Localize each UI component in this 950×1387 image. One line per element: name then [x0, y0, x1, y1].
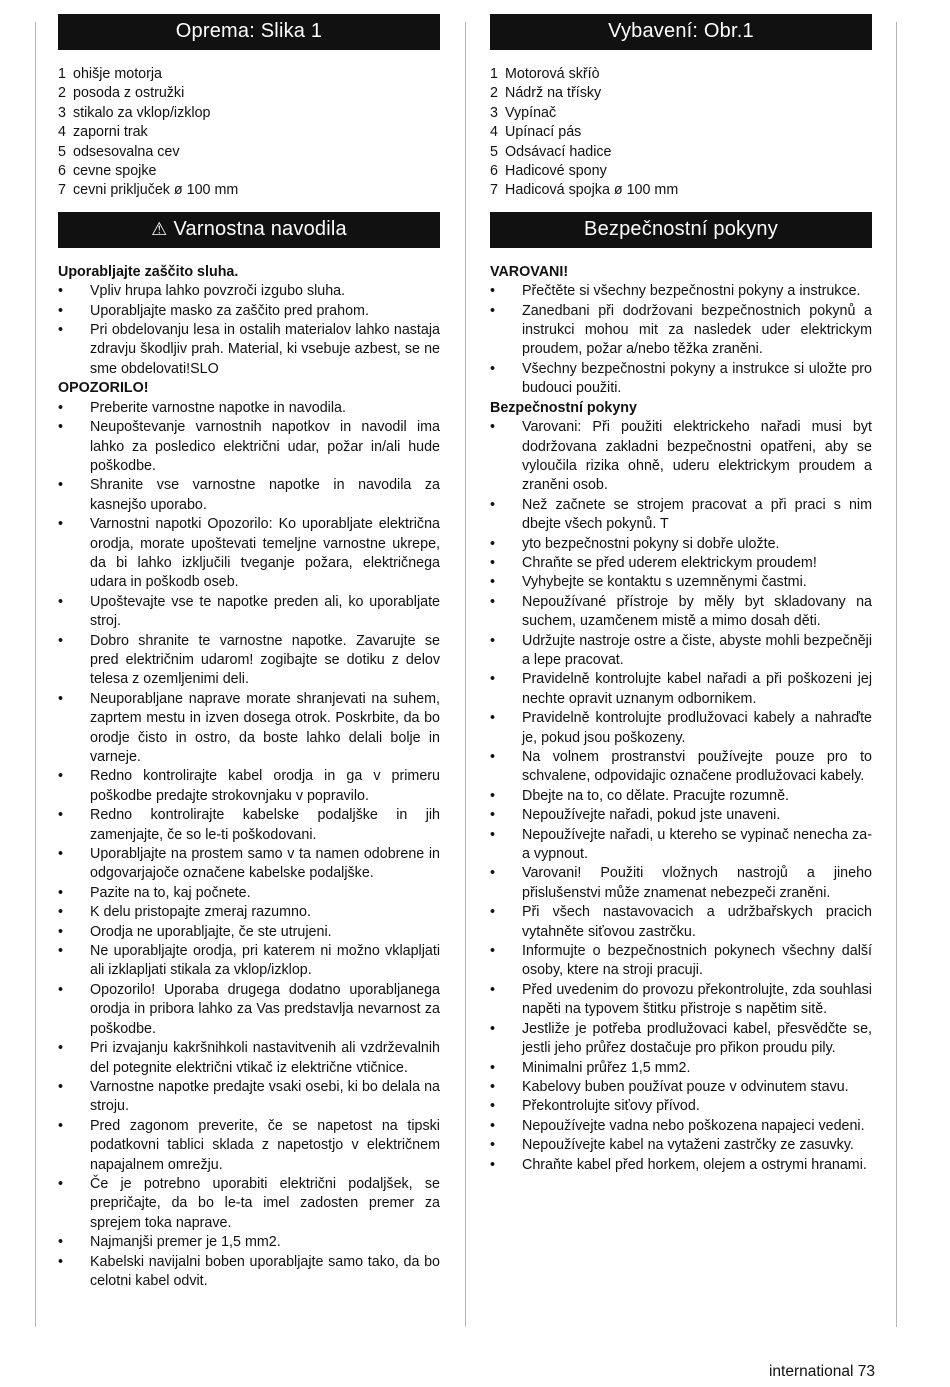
- bullet-text: Pred zagonom preverite, če se napetost na tipski podatkovni tablici sklada z napetostjo v električnem napajalnem omrežju.: [90, 1117, 440, 1173]
- bullet-text: K delu pristopajte zmeraj razumno.: [90, 904, 311, 921]
- equipment-item: [490, 143, 872, 162]
- bullet-item: [490, 360, 872, 399]
- bullet-item: [58, 302, 440, 321]
- bullet-item: [58, 942, 440, 981]
- equipment-label: cevni priključek ø 100 mm: [73, 182, 239, 199]
- bullet-icon: •: [58, 923, 64, 940]
- equipment-heading: [490, 14, 872, 50]
- bullet-item: [58, 903, 440, 922]
- bullet-text: Než začnete se strojem pracovat a při praci s nim dbejte všech pokynů. T: [522, 496, 872, 533]
- bullet-item: [58, 1117, 440, 1175]
- bullet-text: Nepoužívejte nařadi, u ktereho se vypinač nenecha za- a vypnout.: [522, 826, 872, 863]
- equipment-item: [58, 143, 440, 162]
- bullet-item: [58, 476, 440, 515]
- bullet-item: [490, 864, 872, 903]
- bullet-item: [490, 535, 872, 554]
- bullet-item: [490, 1156, 872, 1175]
- bullet-item: [58, 632, 440, 690]
- bullet-text: Pazite na to, kaj počnete.: [90, 884, 251, 901]
- bullet-text: Přečtěte si všechny bezpečnostni pokyny a instrukce.: [522, 283, 861, 300]
- bullet-text: Všechny bezpečnostni pokyny a instrukce si uložte pro budouci použiti.: [522, 360, 872, 397]
- equipment-number: 6: [490, 163, 498, 180]
- bullet-icon: •: [58, 283, 64, 300]
- page-footer: [769, 1362, 875, 1381]
- bullet-text: Udržujte nastroje ostre a čiste, abyste mohli bezpečněji a lepe pracovat.: [522, 632, 872, 668]
- bullet-icon: •: [490, 302, 496, 319]
- bullet-icon: •: [58, 846, 64, 863]
- bullet-icon: •: [490, 419, 496, 436]
- equipment-item: [490, 123, 872, 142]
- bullet-icon: •: [58, 419, 64, 436]
- bullet-item: [490, 1117, 872, 1136]
- bullet-icon: •: [58, 1040, 64, 1057]
- bullet-icon: •: [490, 535, 496, 552]
- bullet-icon: •: [58, 399, 64, 416]
- bullet-text: Varnostne napotke predajte vsaki osebi, ki bo delala na stroju.: [90, 1078, 440, 1115]
- bullet-text: Na volnem prostranstvi používejte pouze pro to schvalene, odpovidajic označene prodlužovaci kabely.: [522, 749, 872, 785]
- bullet-item: [58, 1175, 440, 1233]
- equipment-number: 4: [58, 124, 66, 141]
- bullet-item: [490, 496, 872, 535]
- equipment-label: Odsávací hadice: [505, 143, 612, 160]
- equipment-label: posoda z ostružki: [73, 85, 185, 102]
- bullet-text: Redno kontrolirajte kabel orodja in ga v primeru poškodbe predajte strokovnjaku v popravilo.: [90, 768, 440, 804]
- bullet-text: Kabelovy buben používat pouze v odvinutem stavu.: [522, 1078, 849, 1095]
- bullet-item: [58, 981, 440, 1039]
- bullet-icon: •: [490, 749, 496, 765]
- bullet-icon: •: [490, 826, 496, 843]
- bullet-item: [58, 806, 440, 845]
- bullet-text: Nepoužívané přístroje by měly byt skladovany na suchem, uzamčenem mistě a mimo dosah děti.: [522, 593, 872, 630]
- bullet-list: [58, 399, 440, 1292]
- bullet-icon: •: [58, 884, 64, 901]
- bullet-icon: •: [490, 865, 496, 882]
- bullet-item: [490, 903, 872, 942]
- bullet-icon: •: [58, 632, 64, 649]
- equipment-label: Vypínač: [505, 104, 557, 121]
- bullet-icon: •: [58, 904, 64, 921]
- equipment-number: 3: [58, 104, 66, 121]
- bullet-item: [490, 806, 872, 825]
- bullet-icon: •: [58, 302, 64, 319]
- bullet-text: Varnostni napotki Opozorilo: Ko uporabljate električna orodja, morate upoštevati temeljne varnostne ukrepe, da bi lahko izključili tveganje požara, električnega udara in poškodb oseb.: [90, 516, 440, 591]
- bullet-text: Neupoštevanje varnostnih napotkov in navodil ima lahko za posledico električni udar, požar in/ali hude poškodbe.: [90, 419, 440, 474]
- bullet-item: [58, 1078, 440, 1117]
- bullet-text: Jestliže je potřeba prodlužovaci kabel, přesvědčte se, jestli jeho průřez dostačuje pro přikon proudu pily.: [522, 1020, 872, 1057]
- bullet-text: Varovani! Použiti vložnych nastrojů a jineho přislušenstvi může znamenat nebezpeči zraněni.: [522, 865, 872, 901]
- bullet-text: Opozorilo! Uporaba drugega dodatno uporabljanega orodja in pribora lahko za Vas predstavlja nevarnost za poškodbe.: [90, 981, 440, 1037]
- equipment-list: [490, 65, 872, 201]
- equipment-label: Motorová skříò: [505, 66, 600, 82]
- equipment-number: 3: [490, 104, 498, 121]
- bullet-text: Upoštevajte vse te napotke preden ali, ko uporabljate stroj.: [90, 593, 440, 630]
- bullet-text: Varovani: Při použiti elektrickeho nařadi musi byt dodržovana zakladni bezpečnostni opatřeni, aby se vyloučila rizika ohně, uderu elektrickym proudem a zraněni osob.: [522, 419, 872, 494]
- equipment-item: [58, 181, 440, 200]
- footer-label: international: [768, 1363, 854, 1380]
- bullet-text: Nepoužívejte kabel na vytaženi zastrčky ze zasuvky.: [522, 1137, 854, 1154]
- bullet-icon: •: [490, 904, 496, 921]
- bullet-icon: •: [490, 1137, 496, 1154]
- bullet-icon: •: [490, 496, 496, 513]
- bullet-item: [58, 690, 440, 768]
- bullet-item: [58, 767, 440, 806]
- bullet-text: Před uvedenim do provozu překontrolujte, zda souhlasi napěti na typovem štitku přistroje s napětim sitě.: [522, 981, 872, 1018]
- warning-triangle-icon: ⚠: [151, 219, 168, 240]
- bullet-icon: •: [490, 1098, 496, 1115]
- bullet-text: Nepoužívejte vadna nebo poškozena napajeci vedeni.: [522, 1117, 865, 1134]
- bullet-item: [58, 515, 440, 593]
- bullet-text: Pri obdelovanju lesa in ostalih materialov lahko nastaja zdravju škodljiv prah. Material, ki vsebuje azbest, se ne sme obdelovati!SLO: [90, 322, 440, 377]
- bullet-text: Uporabljajte na prostem samo v ta namen odobrene in odgovarjajoče označene kabelske podaljške.: [90, 846, 440, 882]
- equipment-number: 7: [490, 182, 498, 199]
- bullet-item: [490, 632, 872, 671]
- bullet-text: yto bezpečnostni pokyny si dobře uložte.: [522, 535, 780, 552]
- bullet-text: Chraňte se před uderem elektrickym proudem!: [522, 554, 817, 571]
- equipment-number: 1: [58, 66, 66, 82]
- equipment-label: ohišje motorja: [73, 66, 162, 82]
- bullet-list: [490, 282, 872, 398]
- bullet-item: [490, 593, 872, 632]
- bullet-icon: •: [490, 981, 496, 998]
- safety-heading-text: Varnostna navodila: [173, 218, 347, 241]
- equipment-number: 5: [58, 143, 66, 160]
- equipment-label: Hadicová spojka ø 100 mm: [505, 182, 679, 199]
- bullet-icon: •: [490, 574, 496, 591]
- bullet-icon: •: [490, 807, 496, 824]
- equipment-number: 4: [490, 124, 498, 141]
- safety-heading-text: Bezpečnostní pokyny: [584, 218, 778, 241]
- bullet-text: Shranite vse varnostne napotke in navodila za kasnejšo uporabo.: [90, 477, 440, 513]
- equipment-label: Hadicové spony: [505, 163, 607, 180]
- bullet-item: [490, 787, 872, 806]
- equipment-heading-text: Oprema: Slika 1: [175, 20, 323, 43]
- equipment-number: 5: [490, 143, 498, 160]
- bullet-icon: •: [490, 554, 496, 571]
- bullet-text: Če je potrebno uporabiti električni podaljšek, se prepričajte, da bo le-ta imel zadosten premer za sprejem toka naprave.: [90, 1175, 440, 1231]
- bullet-text: Ne uporabljajte orodja, pri katerem ni možno vklapljati ali izklapljati stikala za vklop/izklop.: [90, 943, 440, 979]
- bullet-text: Chraňte kabel před horkem, olejem a ostrymi hranami.: [522, 1156, 867, 1173]
- equipment-item: [490, 65, 872, 84]
- bullet-text: Informujte o bezpečnostnich pokynech všechny další osoby, ktere na stroji pracuji.: [522, 943, 872, 979]
- bullet-item: [58, 282, 440, 301]
- bullet-item: [490, 1097, 872, 1116]
- equipment-number: 1: [490, 66, 498, 82]
- equipment-item: [58, 123, 440, 142]
- bullet-item: [490, 1059, 872, 1078]
- equipment-label: stikalo za vklop/izklop: [73, 104, 211, 121]
- bullet-icon: •: [58, 1175, 64, 1192]
- bullet-icon: •: [58, 516, 64, 533]
- bullet-text: Pri izvajanju kakršnihkoli nastavitvenih ali vzdrževalnih del potegnite električni vtikač iz električne vtičnice.: [90, 1040, 440, 1076]
- bullet-item: [490, 302, 872, 360]
- bullet-item: [490, 826, 872, 865]
- equipment-heading: [58, 14, 440, 50]
- bullet-item: [58, 1253, 440, 1292]
- bullet-icon: •: [58, 593, 64, 610]
- bullet-icon: •: [58, 1117, 64, 1134]
- bullet-icon: •: [490, 593, 496, 610]
- page-number: 73: [857, 1363, 875, 1380]
- equipment-item: [490, 84, 872, 103]
- bullet-icon: •: [58, 943, 64, 960]
- bullet-text: Preberite varnostne napotke in navodila.: [90, 399, 346, 416]
- equipment-item: [58, 162, 440, 181]
- equipment-number: 7: [58, 182, 66, 199]
- safety-heading: [58, 212, 440, 248]
- bullet-text: Minimalni průřez 1,5 mm2.: [522, 1059, 691, 1076]
- right-column: [490, 14, 872, 1175]
- bullet-icon: •: [58, 981, 64, 998]
- section-subheading: Uporabljajte zaščito sluha.: [58, 263, 239, 280]
- bullet-icon: •: [58, 1078, 64, 1095]
- left-column: [58, 14, 440, 1291]
- left-margin-rule: [35, 22, 36, 1327]
- bullet-item: [490, 670, 872, 709]
- bullet-text: Neuporabljane naprave morate shranjevati na suhem, zaprtem mestu in izven dosega otrok. Poskrbite, da bo orodje čisto in ostro, da boste lahko delali bolje in varneje.: [90, 690, 440, 765]
- safety-instructions: [58, 263, 440, 1292]
- section-subheading: VAROVANI!: [490, 263, 569, 280]
- bullet-icon: •: [490, 360, 496, 377]
- bullet-item: [490, 418, 872, 496]
- bullet-list: [490, 418, 872, 1175]
- section-subheading: OPOZORILO!: [58, 380, 149, 397]
- bullet-text: Zanedbani při dodržovani bezpečnostnich pokynů a instrukci mohou mit za nasledek uder elektrickym proudem, požar a/nebo těžka zraněni.: [522, 302, 872, 358]
- bullet-icon: •: [490, 632, 496, 649]
- equipment-item: [490, 104, 872, 123]
- bullet-icon: •: [490, 1078, 496, 1095]
- equipment-label: Upínací pás: [505, 124, 582, 141]
- bullet-icon: •: [490, 671, 496, 688]
- bullet-text: Dobro shranite te varnostne napotke. Zavarujte se pred električnim udarom! zogibajte se dotiku z delov telesa z ozemljenimi deli.: [90, 632, 440, 688]
- bullet-item: [490, 1136, 872, 1155]
- right-margin-rule: [896, 22, 897, 1327]
- equipment-label: Nádrž na třísky: [505, 85, 602, 102]
- bullet-item: [58, 845, 440, 884]
- bullet-list: [58, 282, 440, 379]
- bullet-item: [490, 554, 872, 573]
- bullet-text: Najmanjši premer je 1,5 mm2.: [90, 1234, 281, 1251]
- bullet-icon: •: [490, 710, 496, 727]
- bullet-text: Kabelski navijalni boben uporabljajte samo tako, da bo celotni kabel odvit.: [90, 1253, 440, 1289]
- equipment-item: [58, 104, 440, 123]
- bullet-text: Při všech nastavovacich a udržbařskych pracich vytahněte siťovou zastrčku.: [522, 904, 872, 940]
- bullet-item: [490, 709, 872, 748]
- bullet-icon: •: [58, 322, 64, 339]
- bullet-icon: •: [490, 283, 496, 300]
- bullet-icon: •: [490, 1117, 496, 1134]
- bullet-item: [490, 1020, 872, 1059]
- safety-instructions: [490, 263, 872, 1175]
- bullet-text: Redno kontrolirajte kabelske podaljške in jih zamenjajte, če so le-ti poškodovani.: [90, 807, 440, 843]
- bullet-item: [490, 942, 872, 981]
- bullet-item: [490, 1078, 872, 1097]
- bullet-icon: •: [490, 943, 496, 960]
- equipment-label: odsesovalna cev: [73, 143, 180, 160]
- bullet-text: Orodja ne uporabljajte, če ste utrujeni.: [90, 923, 332, 940]
- bullet-text: Nepoužívejte nařadi, pokud jste unaveni.: [522, 807, 781, 824]
- bullet-icon: •: [58, 1253, 64, 1270]
- bullet-icon: •: [490, 1020, 496, 1037]
- bullet-text: Vyhybejte se kontaktu s uzemněnymi častmi.: [522, 574, 807, 591]
- bullet-icon: •: [490, 1059, 496, 1076]
- equipment-list: [58, 65, 440, 201]
- bullet-text: Dbejte na to, co dělate. Pracujte rozumně.: [522, 787, 790, 804]
- bullet-item: [58, 1039, 440, 1078]
- bullet-item: [490, 981, 872, 1020]
- equipment-number: 2: [490, 85, 498, 102]
- bullet-item: [490, 748, 872, 787]
- bullet-text: Vpliv hrupa lahko povzroči izgubo sluha.: [90, 283, 346, 300]
- bullet-item: [58, 884, 440, 903]
- bullet-item: [58, 418, 440, 476]
- equipment-label: zaporni trak: [73, 124, 148, 141]
- bullet-icon: •: [58, 768, 64, 785]
- section-subheading: Bezpečnostní pokyny: [490, 399, 637, 416]
- bullet-icon: •: [58, 690, 64, 707]
- equipment-heading-text: Vybavení: Obr.1: [608, 20, 754, 43]
- bullet-text: Uporabljajte masko za zaščito pred prahom.: [90, 302, 369, 319]
- equipment-item: [58, 65, 440, 84]
- bullet-icon: •: [58, 477, 64, 494]
- bullet-item: [58, 1233, 440, 1252]
- bullet-icon: •: [58, 807, 64, 824]
- equipment-label: cevne spojke: [73, 163, 157, 180]
- equipment-item: [490, 181, 872, 200]
- bullet-icon: •: [58, 1234, 64, 1251]
- equipment-number: 2: [58, 85, 66, 102]
- bullet-item: [58, 321, 440, 379]
- bullet-icon: •: [490, 787, 496, 804]
- equipment-number: 6: [58, 163, 66, 180]
- equipment-item: [58, 84, 440, 103]
- center-column-rule: [465, 22, 466, 1327]
- bullet-text: Překontrolujte siťovy přívod.: [522, 1098, 700, 1115]
- bullet-item: [490, 282, 872, 301]
- bullet-text: Pravidelně kontrolujte kabel nařadi a při poškozeni jej nechte opravit uznanym odbornikem.: [522, 671, 872, 707]
- bullet-text: Pravidelně kontrolujte prodlužovaci kabely a nahraďte je, pokud jsou poškozeny.: [522, 710, 872, 746]
- equipment-item: [490, 162, 872, 181]
- bullet-icon: •: [490, 1156, 496, 1173]
- bullet-item: [58, 593, 440, 632]
- bullet-item: [58, 399, 440, 418]
- safety-heading: [490, 212, 872, 248]
- bullet-item: [58, 923, 440, 942]
- bullet-item: [490, 573, 872, 592]
